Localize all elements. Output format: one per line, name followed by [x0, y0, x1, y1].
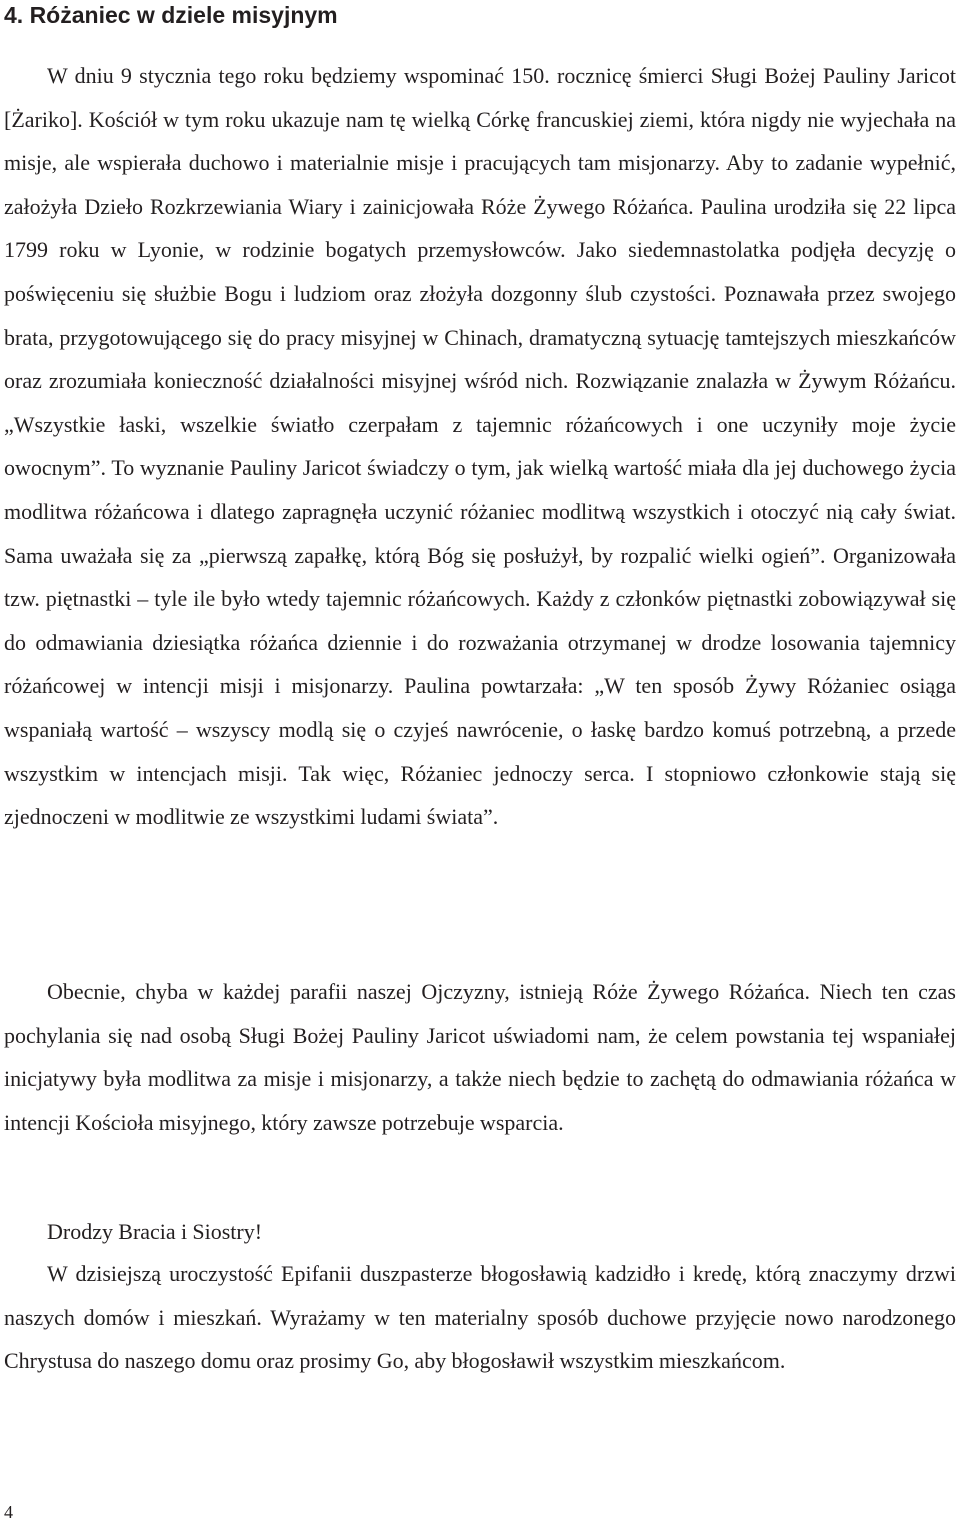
page-number: 4 — [4, 1502, 13, 1522]
paragraph-epiphany: W dzisiejszą uroczystość Epifanii duszpasterze błogosławią kadzidło i kredę, którą znaczymy drzwi naszych domów i mieszkań. Wyrażamy w ten materialny sposób duchowe przyjęcie nowo narodzonego Chrystusa do naszego domu oraz prosimy Go, aby błogosławił wszystkim mieszkańcom. — [4, 1261, 956, 1374]
paragraph-living-rosary-today: Obecnie, chyba w każdej parafii naszej Ojczyzny, istnieją Róże Żywego Różańca. Niech ten czas pochylania się nad osobą Sługi Bożej Pauliny Jaricot uświadomi nam, że celem powstania tej wspaniałej inicjatywy była modlitwa za misje i misjonarzy, a także niech będzie to zachętą do odmawiania różańca w intencji Kościoła misyjnego, który zawsze potrzebuje wsparcia. — [4, 979, 956, 1135]
paragraph-greeting: Drodzy Bracia i Siostry! — [47, 1219, 263, 1244]
section-heading: 4. Różaniec w dziele misyjnym — [4, 2, 338, 28]
paragraph-jaricot-biography: W dniu 9 stycznia tego roku będziemy wspominać 150. rocznicę śmierci Sługi Bożej Pauliny Jaricot [Żariko]. Kościół w tym roku ukazuje nam tę wielką Córkę francuskiej ziemi, która nigdy nie wyjechała na misje, ale wspierała duchowo i materialnie misje i pracujących tam misjonarzy. Aby to zadanie wypełnić, założyła Dzieło Rozkrzewiania Wiary i zainicjowała Róże Żywego Różańca. Paulina urodziła się 22 lipca 1799 roku w Lyonie, w rodzinie bogatych przemysłowców. Jako siedemnastolatka podjęła decyzję o poświęceniu się służbie Bogu i ludziom oraz złożyła dozgonny ślub czystości. Poznawała przez swojego brata, przygotowującego się do pracy misyjnej w Chinach, dramatyczną sytuację tamtejszych mieszkańców oraz zrozumiała konieczność działalności misyjnej wśród nich. Rozwiązanie znalazła w Żywym Różańcu. „Wszystkie łaski, wszelkie światło czerpałam z tajemnic różańcowych i one uczyniły moje życie owocnym”. To wyznanie Pauliny Jaricot świadczy o tym, jak wielką wartość miała dla jej duchowego życia modlitwa różańcowa i dlatego zapragnęła uczynić różaniec modlitwą wszystkich i otoczyć nią cały świat. Sama uważała się za „pierwszą zapałkę, którą Bóg się posłużył, by rozpalić wielki ogień”. Organizowała tzw. piętnastki – tyle ile było wtedy tajemnic różańcowych. Każdy z członków piętnastki zobowiązywał się do odmawiania dziesiątka różańca dziennie i do rozważania otrzymanej w drodze losowania tajemnicy różańcowej w intencji misji i misjonarzy. Paulina powtarzała: „W ten sposób Żywy Różaniec osiąga wspaniałą wartość – wszyscy modlą się o czyjeś nawrócenie, o łaskę bardzo komuś potrzebną, a przede wszystkim w intencjach misji. Tak więc, Różaniec jednoczy serca. I stopniowo członkowie stają się zjednoczeni w modlitwie ze wszystkimi ludami świata”. — [4, 63, 956, 830]
